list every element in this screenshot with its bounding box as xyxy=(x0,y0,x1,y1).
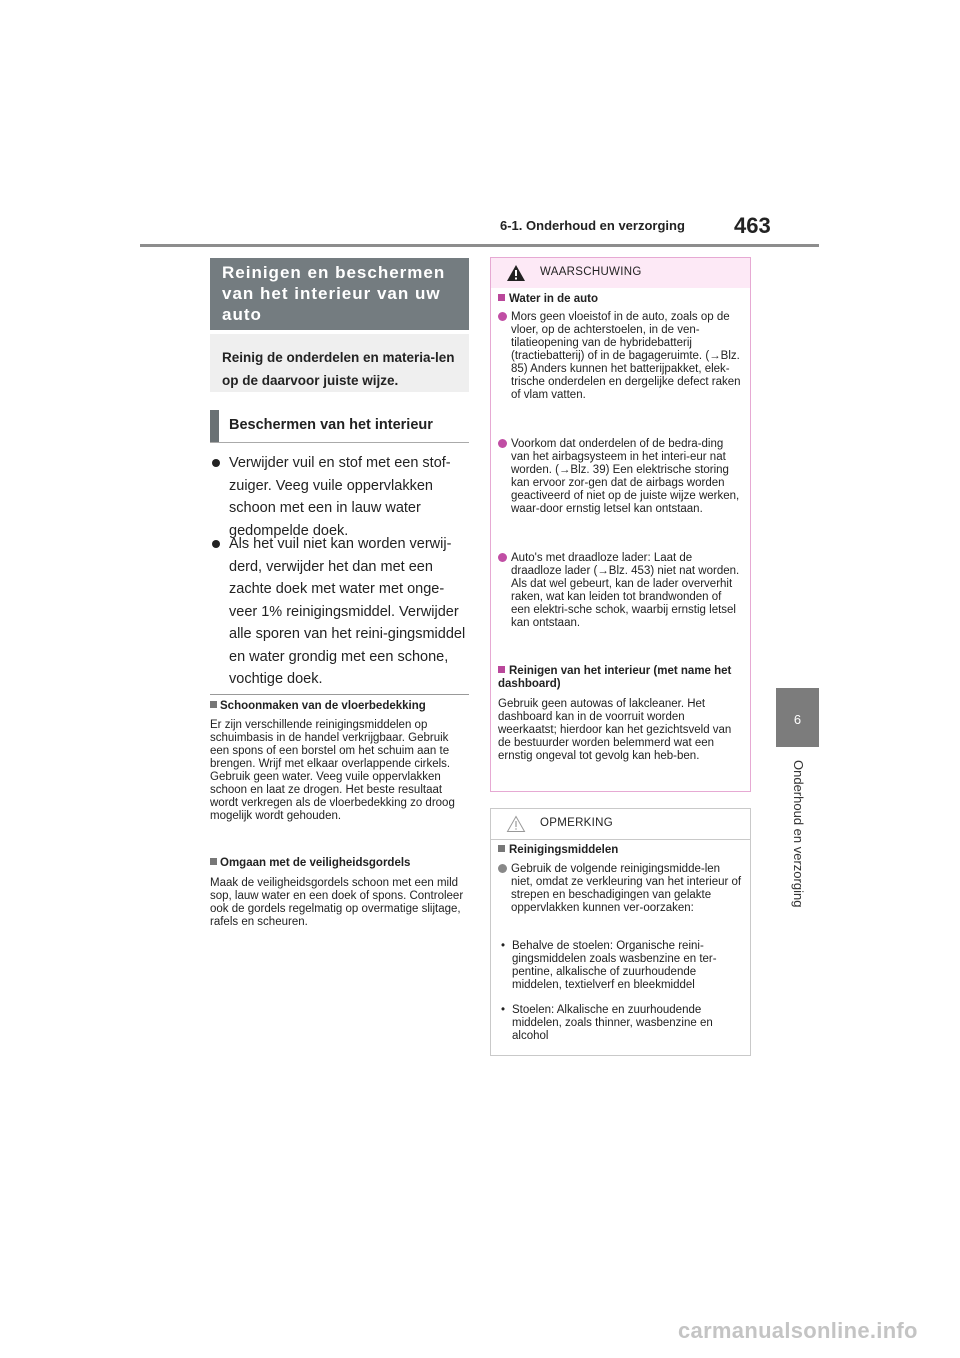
bullet-item xyxy=(210,533,470,691)
header-rule xyxy=(140,244,819,247)
lead-box xyxy=(210,334,469,392)
note-heading: Omgaan met de veiligheidsgordels xyxy=(210,857,470,869)
divider xyxy=(210,694,469,695)
subsection-heading xyxy=(210,410,469,443)
middle-dot-icon: • xyxy=(501,940,506,952)
warning-title: WAARSCHUWING xyxy=(540,266,642,278)
note-title: OPMERKING xyxy=(540,817,613,829)
warning-heading: Water in de auto xyxy=(498,293,743,306)
subsection-title: Beschermen van het interieur xyxy=(229,417,433,433)
chapter-label-vertical xyxy=(778,760,818,920)
note-text: Er zijn verschillende reinigingsmiddelen op schuimbasis in de handel verkrijgbaar. Gebruik een spons of een borstel om het schuim aan te brengen. Wrijf met elkaar overlappende cirkels. Gebruik geen water. Veeg vuile oppervlakken schoon en laat ze drogen. Het beste resultaat wordt verkregen als de vloerbedekking zo droog mogelijk wordt gehouden. xyxy=(210,719,455,822)
subsection-bar xyxy=(210,410,219,442)
warning-bullet: Voorkom dat onderdelen of de bedra-ding van het airbagsysteem in het interi-eur nat worden. (→Blz. 39) Een elektrische storing kan ervoor zor-gen dat de airbags worden geactiveerd of niet op de juiste wijze werken, waar-door ernstig letsel kan ontstaan. xyxy=(498,438,743,516)
page-number: 463 xyxy=(734,213,771,238)
note-bullet: Gebruik de volgende reinigingsmidde-len niet, omdat ze verkleuring van het interieur of strepen en beschadigingen van gelakte oppervlakken kunnen ver-oorzaken: xyxy=(498,863,743,915)
note-heading: Schoonmaken van de vloerbedekking xyxy=(210,700,470,712)
circle-bullet-icon xyxy=(498,553,507,562)
square-bullet-icon xyxy=(498,845,505,852)
middle-dot-icon: • xyxy=(501,1004,506,1016)
chapter-tab xyxy=(776,688,819,747)
note-header xyxy=(491,809,750,840)
warning-paragraph: Gebruik geen autowas of lakcleaner. Het dashboard kan in de voorruit worden weerkaatst; hierdoor kan het gezichtsveld van de bestuurder worden belemmerd wat een ernstig ongeval tot gevolg kan heb-ben. xyxy=(498,698,732,762)
square-bullet-icon xyxy=(498,666,505,673)
square-bullet-icon xyxy=(210,701,217,708)
note-box xyxy=(490,808,751,1056)
circle-bullet-icon xyxy=(498,864,507,873)
bullet-item xyxy=(210,452,470,542)
note-dash-item: • Stoelen: Alkalische en zuurhoudende middelen, zoals thinner, wasbenzine en alcohol xyxy=(501,1004,713,1042)
square-bullet-icon xyxy=(210,858,217,865)
running-header-section: 6-1. Onderhoud en verzorging xyxy=(500,218,685,233)
bullet-text: Verwijder vuil en stof met een stof-zuiger. Veeg vuile oppervlakken schoon met een in lauw water gedompelde doek. xyxy=(229,455,451,539)
square-bullet-icon xyxy=(498,294,505,301)
chapter-number: 6 xyxy=(793,712,802,727)
lead-text: Reinig de onderdelen en materia-len op de daarvoor juiste wijze. xyxy=(222,350,455,388)
bullet-text: Als het vuil niet kan worden verwij-derd, verwijder het dan met een zachte doek met water met onge-veer 1% reinigingsmiddel. Verwijder alle sporen van het reini-gingsmiddel en water grondig met een schone, vochtige doek. xyxy=(229,536,466,687)
section-title: Reinigen en beschermen van het interieur van uw auto xyxy=(222,263,446,324)
warning-box xyxy=(490,257,751,792)
warning-header xyxy=(491,258,750,288)
note-heading: Reinigingsmiddelen xyxy=(498,844,743,857)
warning-heading: Reinigen van het interieur (met name het dashboard) xyxy=(498,665,732,690)
bullet-dot-icon xyxy=(212,540,220,548)
watermark: carmanualsonline.info xyxy=(678,1318,918,1343)
warning-triangle-icon xyxy=(506,264,526,282)
circle-bullet-icon xyxy=(498,439,507,448)
warning-bullet: Auto's met draadloze lader: Laat de draadloze lader (→Blz. 453) niet nat worden. Als dat wel gebeurt, kan de lader oververhit raken, wat kan leiden tot brandwonden of een elektri-sche schok, waarbij ernstig letsel kan ontstaan. xyxy=(498,552,743,630)
caution-triangle-icon xyxy=(506,815,526,833)
section-title-box xyxy=(210,258,469,330)
warning-bullet: Mors geen vloeistof in de auto, zoals op de vloer, op de achterstoelen, in de ven-tilatieopening van de hybridebatterij (tractiebatterij) of in de bagageruimte. (→Blz. 85) Anders kunnen het batterijpakket, elek-trische onderdelen en dergelijke defect raken of vlam vatten. xyxy=(498,311,743,402)
chapter-label: Onderhoud en verzorging xyxy=(791,760,806,908)
bullet-dot-icon xyxy=(212,459,220,467)
circle-bullet-icon xyxy=(498,312,507,321)
note-text: Maak de veiligheidsgordels schoon met een mild sop, lauw water en een doek of spons. Controleer ook de gordels regelmatig op overmatige slijtage, rafels en scheuren. xyxy=(210,877,464,928)
note-dash-item: • Behalve de stoelen: Organische reini-gingsmiddelen zoals wasbenzine en ter-pentine, alkalische of zuurhoudende middelen, textielverf en bleekmiddel xyxy=(501,940,717,991)
